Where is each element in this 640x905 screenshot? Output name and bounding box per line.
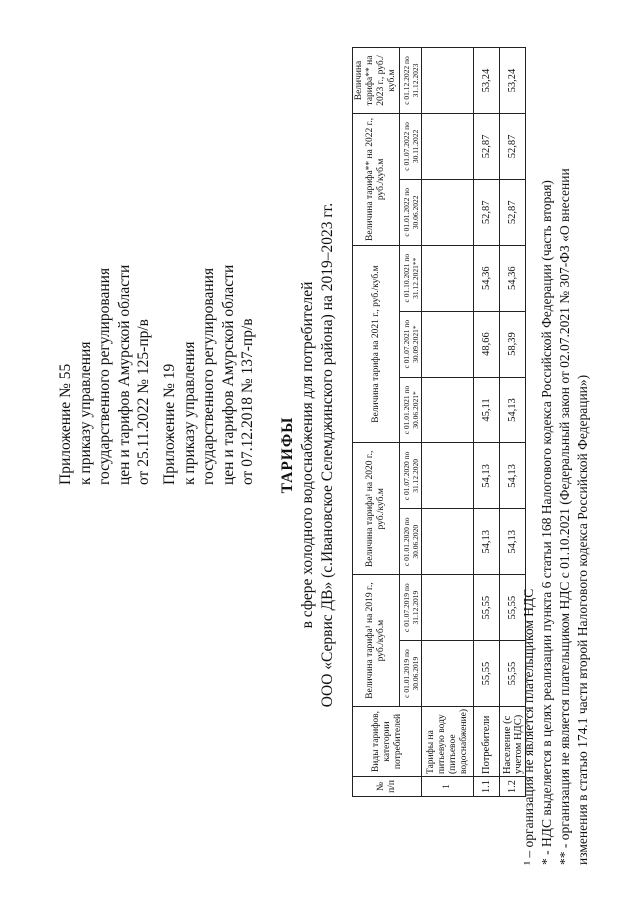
footnote-line: * - НДС выделяется в целях реализации пункта 6 статьи 168 Налогового кодекса Российской Федерации (часть вторая) [539,180,554,865]
footnotes [520,168,592,865]
footnote-line: ** - организация не является плательщиком НДС с 01.10.2021 (Федеральный закон от 02.07.2021 № 307-ФЗ «О внесении [557,168,572,865]
section-label: Тарифы на питьевую воду (питьевое водоснабжение) [422,707,474,777]
value-cell: 52,87 [500,113,526,179]
value-cell: 55,55 [474,641,500,707]
appendix-55-line: государственного регулирования [96,267,113,485]
appendix-55-line: к приказу управления [76,341,94,485]
header-num: № п/п [353,777,422,797]
header-2020: Величина тарифа¹ на 2020 г., руб./куб.м [353,443,400,575]
period-cell: с 01.01.2019 по 30.06.2019 [400,641,422,707]
value-cell: 52,87 [500,179,526,245]
appendix-19-line: цен и тарифов Амурской области [219,264,237,485]
period-cell: с 01.07.2020 по 31.12.2020 [400,443,422,509]
value-cell: 53,24 [500,48,526,114]
value-cell: 45,11 [474,377,500,443]
value-cell: 54,36 [500,245,526,311]
row-label: Население (с учетом НДС) [500,707,526,777]
period-cell: с 01.07.2019 по 31.12.2019 [400,575,422,641]
section-num: 1 [422,777,474,797]
table-section-row [422,48,474,797]
value-cell: 54,13 [474,509,500,575]
row-label: Потребители [474,707,500,777]
document-subtitle: в сфере холодного водоснабжения для потребителей [299,281,316,629]
period-cell: с 01.10.2021 по 31.12.2021** [400,245,422,311]
value-cell: 54,13 [500,443,526,509]
value-cell: 54,13 [474,443,500,509]
row-num: 1.1 [474,777,500,797]
appendix-19-line: от 07.12.2018 № 137-пр/в [239,318,256,485]
table-row [474,48,500,797]
footnote-line: ¹ – организация не является плательщиком НДС [521,588,536,865]
appendix-55-line: от 25.11.2022 № 125-пр/в [135,319,152,485]
header-2019: Величина тарифа¹ на 2019 г., руб./куб.м [353,575,400,707]
header-2022: Величина тарифа** на 2022 г., руб./куб.м [353,113,400,245]
tariffs-table [352,47,526,797]
appendix-19-line: к приказу управления [180,341,198,485]
header-2023: Величина тарифа** на 2023 г., руб./куб.м [353,48,400,114]
table-period-row [400,48,422,797]
appendix-19-line: Приложение № 19 [161,363,178,485]
value-cell: 53,24 [474,48,500,114]
header-kind: Виды тарифов, категории потребителей [353,707,422,777]
document-title-block [278,45,338,865]
value-cell: 55,55 [500,641,526,707]
appendix-55-block [56,265,154,485]
appendix-55-line: цен и тарифов Амурской области [115,264,133,485]
appendix-55-line: Приложение № 55 [57,363,74,485]
document-subtitle-org: ООО «Сервис ДВ» (с.Ивановское Селемджинского района) на 2019–2023 гг. [319,202,336,708]
value-cell: 55,55 [500,575,526,641]
appendix-19-line: государственного регулирования [200,267,217,485]
period-cell: с 01.07.2021 по 30.09.2021* [400,311,422,377]
value-cell: 54,13 [500,377,526,443]
period-cell: с 01.12.2022 по 31.12.2023 [400,48,422,114]
value-cell: 52,87 [474,179,500,245]
document-title: ТАРИФЫ [279,416,296,494]
table-header-row [353,48,400,797]
period-cell: с 01.01.2021 по 30.06.2021* [400,377,422,443]
period-cell: с 01.01.2022 по 30.06.2022 [400,179,422,245]
value-cell: 48,66 [474,311,500,377]
period-cell: с 01.01.2020 по 30.06.2020 [400,509,422,575]
appendix-19-block [160,265,258,485]
value-cell: 52,87 [474,113,500,179]
header-2021: Величина тарифа на 2021 г., руб./куб.м [353,245,400,443]
value-cell: 54,36 [474,245,500,311]
footnote-line: изменения в статью 174.1 части второй Налогового кодекса Российской Федерации») [575,374,590,865]
value-cell: 58,39 [500,311,526,377]
row-num: 1.2 [500,777,526,797]
value-cell: 54,13 [500,509,526,575]
period-cell: с 01.07.2022 по 30.11.2022 [400,113,422,179]
value-cell: 55,55 [474,575,500,641]
